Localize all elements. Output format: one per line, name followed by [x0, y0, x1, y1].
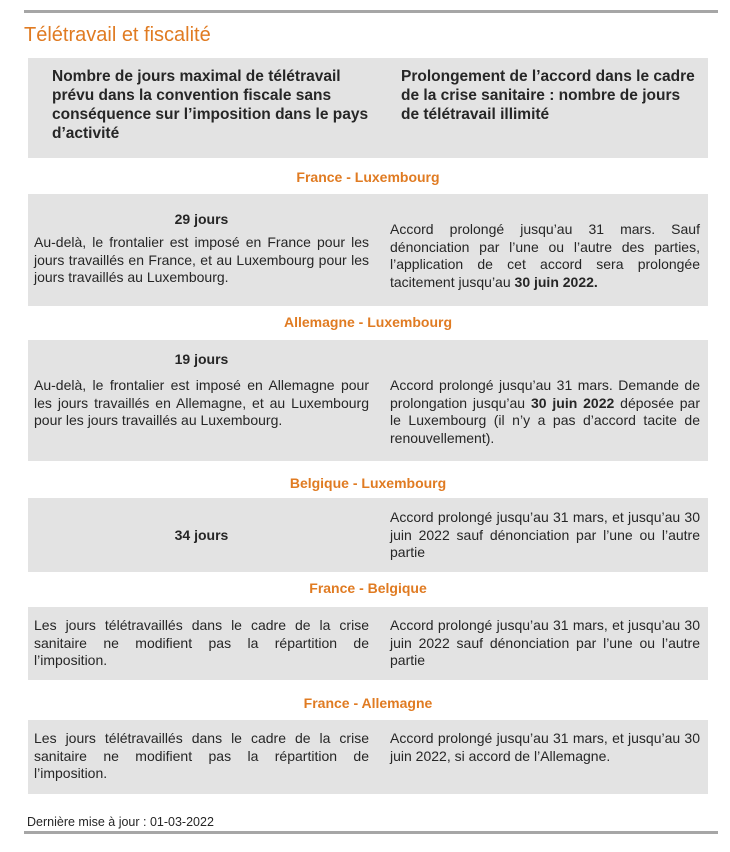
section-title-belgique-luxembourg: Belgique - Luxembourg	[289, 475, 447, 491]
section-title-allemagne-luxembourg: Allemagne - Luxembourg	[283, 314, 453, 330]
row-right-text: Accord prolongé jusqu’au 31 mars. Sauf dénonciation par l’une ou l’autre des parties, l’application de cet accord sera prolongée tacitement jusqu’au 30 juin 2022.	[390, 221, 700, 290]
row-allemagne-luxembourg	[28, 340, 708, 461]
bold-date: 30 juin 2022	[530, 394, 615, 411]
row-france-luxembourg	[28, 194, 708, 306]
header-right: Prolongement de l’accord dans le cadre de la crise sanitaire : nombre de jours de télétravail illimité	[401, 68, 695, 123]
row-belgique-luxembourg	[28, 498, 708, 572]
bold-date: 30 juin 2022.	[514, 273, 598, 290]
table-header	[28, 58, 708, 158]
row-france-belgique	[28, 607, 708, 680]
days-count: 34 jours	[174, 527, 229, 543]
days-count: 29 jours	[174, 211, 229, 227]
header-left: Nombre de jours maximal de télétravail prévu dans la convention fiscale sans conséquence sur l’imposition dans le pays d’activité	[52, 68, 369, 142]
row-right-text: Accord prolongé jusqu’au 31 mars, et jusqu’au 30 juin 2022 sauf dénonciation par l’une ou l’autre partie	[390, 617, 700, 668]
top-rule	[24, 10, 718, 13]
row-left-text: Les jours télétravaillés dans le cadre de la crise sanitaire ne modifient pas la répartition de l’imposition.	[34, 730, 369, 781]
row-right-text: Accord prolongé jusqu’au 31 mars, et jusqu’au 30 juin 2022 sauf dénonciation par l’une ou l’autre partie	[390, 509, 700, 560]
row-left-text: Au-delà, le frontalier est imposé en France pour les jours travaillés en France, et au Luxembourg pour les jours travaillés au Luxembourg.	[34, 234, 369, 285]
row-right-text: Accord prolongé jusqu’au 31 mars. Demande de prolongation jusqu’au 30 juin 2022 déposée par le Luxembourg (il n’y a pas d’accord tacite de renouvellement).	[390, 377, 700, 446]
last-updated: Dernière mise à jour : 01-03-2022	[27, 815, 214, 829]
days-count: 19 jours	[174, 351, 229, 367]
bottom-rule	[24, 831, 718, 834]
page-title: Télétravail et fiscalité	[24, 24, 211, 46]
row-right-text: Accord prolongé jusqu’au 31 mars, et jusqu’au 30 juin 2022, si accord de l’Allemagne.	[390, 730, 700, 764]
row-left-text: Au-delà, le frontalier est imposé en Allemagne pour les jours travaillés en Allemagne, et au Luxembourg pour les jours travaillés au Luxembourg.	[34, 377, 369, 428]
section-title-france-luxembourg: France - Luxembourg	[296, 169, 440, 185]
section-title-france-allemagne: France - Allemagne	[303, 695, 433, 711]
section-title-france-belgique: France - Belgique	[309, 580, 427, 596]
row-left-text: Les jours télétravaillés dans le cadre de la crise sanitaire ne modifient pas la répartition de l’imposition.	[34, 617, 369, 668]
row-france-allemagne	[28, 720, 708, 794]
